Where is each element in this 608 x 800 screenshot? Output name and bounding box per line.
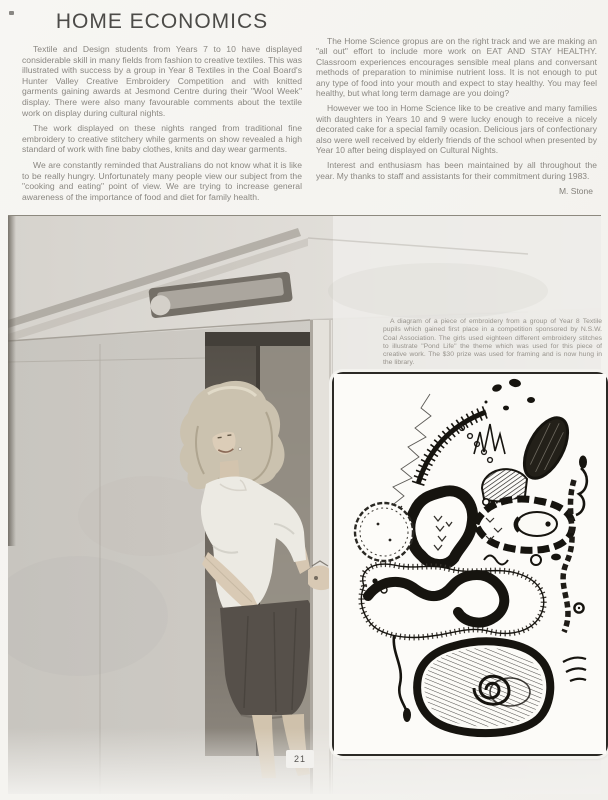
door-frame-post (310, 320, 332, 794)
embroidery-frame (332, 372, 608, 756)
article-right-column (316, 36, 597, 202)
paragraph: Textile and Design students from Years 7 to 10 have displayed considerable skill in many fields from fashion to creative textiles. This was illustrated with success by a group in Year 8 Textiles in the Coal Board's Hunter Valley Creative Embroidery Competition and with knitted garments gaining awards at Jesmond Centre during their "Wool Week" display. There were also many favourable comments about the textile work on display during cultural nights. (22, 44, 302, 118)
skirt (220, 600, 312, 715)
byline: M. Stone (558, 186, 593, 197)
paragraph: Interest and enthusiasm has been maintained by all throughout the year. My thanks to staff and assistants for their commitment during 1983. (316, 160, 597, 181)
paragraph: The work displayed on these nights ranged from traditional fine embroidery to creative stitchery while garments on show revealed a high standard of work with fine baby clothes, knits and day wear garments. (22, 123, 302, 155)
article-left-column (22, 44, 302, 207)
paragraph: The Home Science gropus are on the right track and we are making an "all out" effort to include more work on EAT AND STAY HEALTHY. Classroom experiences encourages sensible meal plans and conversant methods of preparation to minimise nutrient loss. It is not enough to put any type of food into your mouth and expect to stay healthy. You may feel healthy, but what long term damage are you doing? (316, 36, 597, 99)
inset-caption: A diagram of a piece of embroidery from a group of Year 8 Textile pupils which gained first place in a competition sponsored by N.S.W. Coal Association. The girls used eighteen different embroidery stitches to illustrate "Pond Life" the theme which was used for this piece of creative work. The $30 prize was used for framing and is now hung in the library. (383, 318, 602, 367)
page-title: HOME ECONOMICS (55, 10, 269, 33)
embroidery-drawing (334, 374, 606, 754)
page-number: 21 (286, 750, 314, 768)
paragraph: We are constantly reminded that Australians do not know what it is like to be really hungry. Unfortunately many people view our subject from the "cooking and eating" point of view. We are trying to increase general awareness of the importance of food and diet for family health. (22, 159, 302, 202)
scan-corner-mark (9, 11, 14, 15)
paragraph: However we too in Home Science like to be creative and many families with daughters in Years 10 and 9 were lucky enough to receive a nicely decorated cake for a special family ocasion. Delicious jars of confectionary also were well received by elderly friends of the school when presented by Year 10 after being displayed on Cultural Nights. (316, 103, 597, 156)
